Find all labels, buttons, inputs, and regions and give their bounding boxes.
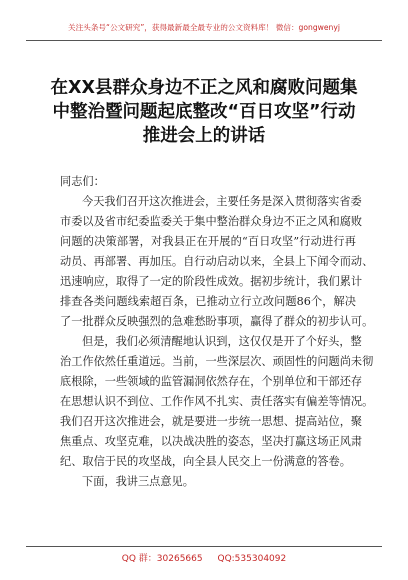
paragraph-line: 在思想认识不到位、工作作风不扎实、责任落实有偏差等情况。: [60, 395, 374, 408]
document-title: [40, 76, 368, 148]
paragraph-line: 问题的决策部署，对我县正在开展的“百日攻坚”行动进行再: [60, 235, 356, 248]
document-body: [60, 172, 374, 492]
footer-qq-number: QQ:535304092: [217, 554, 287, 564]
paragraph-line: 底根除，一些领域的监管漏洞依然存在，个别单位和干部还存: [60, 375, 363, 388]
page-footer: [26, 546, 382, 567]
header-promo-text: 关注头条号“公文研究”，获得最新最全最专业的公文资料库！ 微信：gongwenyj: [68, 23, 340, 32]
paragraph-line: 纪、取信于民的攻坚战，向全县人民交上一份满意的答卷。: [60, 455, 351, 468]
paragraph-line: 了一批群众反映强烈的急难愁盼事项，赢得了群众的初步认可。: [60, 315, 374, 328]
paragraph-challenges: [60, 332, 374, 472]
footer-contact: [26, 551, 382, 564]
paragraph-line: 今天我们召开这次推进会，主要任务是深入贯彻落实省委: [82, 195, 362, 208]
paragraph-line: 焦重点、攻坚克难，以决战决胜的姿态，坚决打赢这场正风肃: [60, 435, 363, 448]
paragraph-line: 下面，我讲三点意见。: [82, 475, 194, 488]
salutation: 同志们：: [60, 175, 105, 188]
page-header: [26, 0, 382, 41]
paragraph-line: 治工作依然任重道远。当前，一些深层次、顽固性的问题尚未彻: [60, 355, 374, 368]
paragraph-intro: [60, 192, 374, 332]
title-line: 推进会上的讲话: [142, 126, 266, 146]
paragraph-line: 但是，我们必须清醒地认识到，这仅仅是开了个好头，整: [82, 335, 362, 348]
title-line: 在XX县群众身边不正之风和腐败问题集: [50, 78, 358, 98]
paragraph-outline: [60, 472, 356, 492]
paragraph-line: 迅速响应，取得了一定的阶段性成效。据初步统计，我们累计: [60, 275, 363, 288]
paragraph-line: 我们召开这次推进会，就是要进一步统一思想、提高站位，聚: [60, 415, 363, 428]
footer-qq-group: QQ 群：30265665: [121, 554, 203, 564]
paragraph-line: 排查各类问题线索超百条，已推动立行立改问题86个，解决: [60, 295, 356, 308]
title-line: 中整治暨问题起底整改“百日攻坚”行动: [52, 102, 356, 122]
paragraph-line: 动员、再部署、再加压。自行动启动以来，全县上下闻令而动、: [60, 255, 374, 268]
paragraph-line: 市委以及省市纪委监委关于集中整治群众身边不正之风和腐败: [60, 215, 363, 228]
